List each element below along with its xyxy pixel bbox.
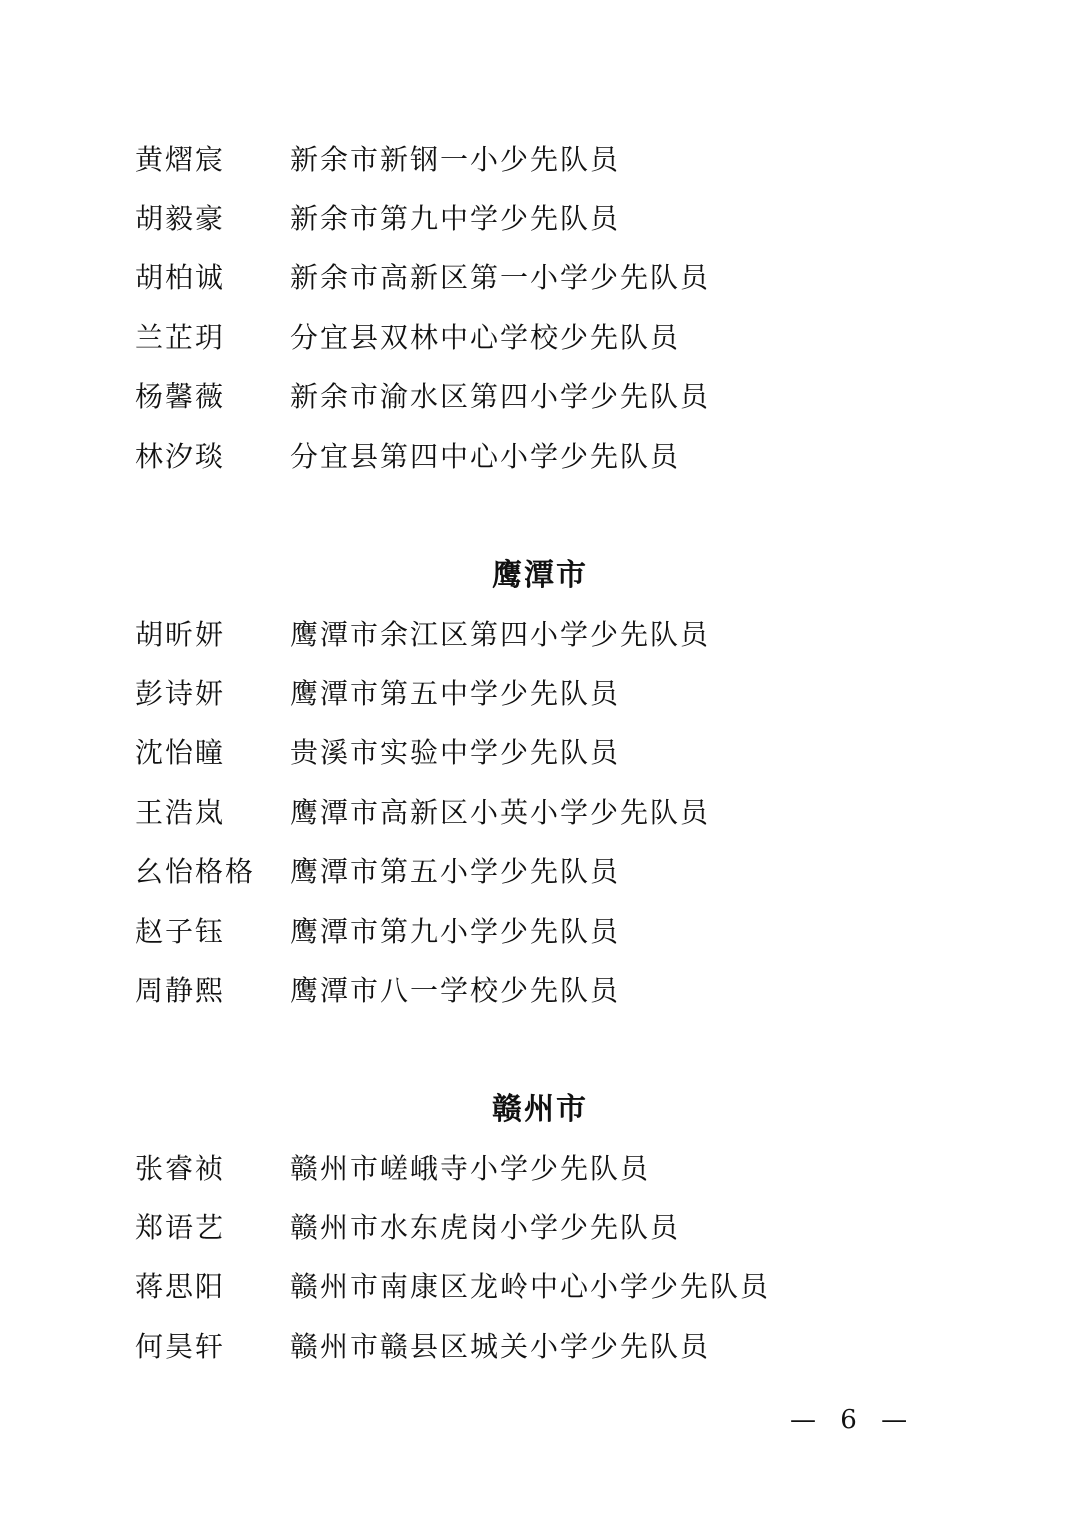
list-item (0, 664, 1080, 724)
person-name: 周静熙 (135, 974, 226, 1007)
person-name: 胡柏诚 (135, 261, 226, 294)
list-item (0, 308, 1080, 368)
person-school: 新余市新钢一小少先队员 (290, 143, 621, 176)
list-item (0, 248, 1080, 308)
person-name: 黄熠宸 (135, 143, 226, 176)
page-number: — 6 — (790, 1405, 916, 1435)
person-name: 郑语艺 (135, 1211, 226, 1244)
list-item (0, 189, 1080, 249)
list-item (0, 902, 1080, 962)
person-name: 兰芷玥 (135, 321, 226, 354)
list-item (0, 842, 1080, 902)
person-name: 林汐琰 (135, 440, 226, 473)
list-item (0, 723, 1080, 783)
person-name: 蒋思阳 (135, 1270, 226, 1303)
section-heading-ganzhou: 赣州市 (492, 1092, 588, 1127)
person-name: 何昊轩 (135, 1330, 226, 1363)
person-name: 胡昕妍 (135, 618, 226, 651)
person-school: 鹰潭市高新区小英小学少先队员 (290, 796, 711, 829)
person-school: 分宜县双林中心学校少先队员 (290, 321, 681, 354)
list-item (0, 367, 1080, 427)
person-school: 赣州市嵯峨寺小学少先队员 (290, 1152, 651, 1185)
list-item (0, 130, 1080, 190)
person-school: 贵溪市实验中学少先队员 (290, 736, 621, 769)
person-school: 鹰潭市八一学校少先队员 (290, 974, 621, 1007)
person-school: 新余市渝水区第四小学少先队员 (290, 380, 711, 413)
person-name: 彭诗妍 (135, 677, 226, 710)
person-name: 杨馨薇 (135, 380, 226, 413)
person-school: 赣州市南康区龙岭中心小学少先队员 (290, 1270, 771, 1303)
list-item (0, 1257, 1080, 1317)
list-item (0, 1317, 1080, 1377)
list-item (0, 427, 1080, 487)
list-item (0, 961, 1080, 1021)
person-school: 鹰潭市第九小学少先队员 (290, 915, 621, 948)
list-item (0, 1198, 1080, 1258)
person-name: 幺怡格格 (135, 855, 256, 888)
list-item (0, 783, 1080, 843)
person-school: 鹰潭市余江区第四小学少先队员 (290, 618, 711, 651)
person-name: 赵子钰 (135, 915, 226, 948)
person-school: 赣州市水东虎岗小学少先队员 (290, 1211, 681, 1244)
person-name: 王浩岚 (135, 796, 226, 829)
section-heading-yingtan: 鹰潭市 (492, 558, 588, 593)
person-school: 鹰潭市第五中学少先队员 (290, 677, 621, 710)
person-name: 张睿祯 (135, 1152, 226, 1185)
person-school: 新余市第九中学少先队员 (290, 202, 621, 235)
person-name: 沈怡瞳 (135, 736, 226, 769)
list-item (0, 1139, 1080, 1199)
list-item (0, 605, 1080, 665)
person-school: 新余市高新区第一小学少先队员 (290, 261, 711, 294)
person-school: 分宜县第四中心小学少先队员 (290, 440, 681, 473)
person-school: 鹰潭市第五小学少先队员 (290, 855, 621, 888)
person-name: 胡毅豪 (135, 202, 226, 235)
person-school: 赣州市赣县区城关小学少先队员 (290, 1330, 711, 1363)
